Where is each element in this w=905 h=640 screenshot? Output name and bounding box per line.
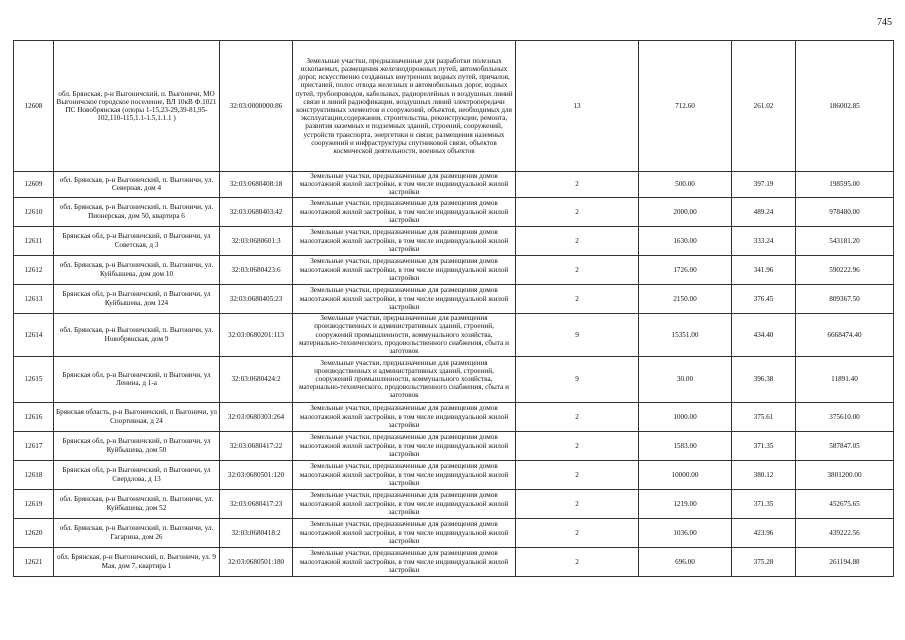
cadastral-number-cell: 32:03:0680403:42 — [220, 197, 293, 226]
category-code-cell: 2 — [516, 489, 639, 518]
cadastral-value-cell: 439222.56 — [796, 518, 894, 547]
cadastral-value-cell: 198595.00 — [796, 172, 894, 198]
cadastral-value-cell: 543181.20 — [796, 226, 894, 255]
address-cell: Брянская обл, р-н Выгоничский, п Выгоничи, ул Советская, д 3 — [54, 226, 220, 255]
row-number-cell: 12621 — [14, 547, 54, 576]
table-row — [14, 313, 894, 356]
table-row — [14, 226, 894, 255]
address-cell: обл. Брянская, р-н Выгоничский, п. Выгоничи, ул. Северная, дом 4 — [54, 172, 220, 198]
row-number-cell: 12610 — [14, 197, 54, 226]
table-body — [14, 41, 894, 577]
table-row — [14, 172, 894, 198]
cadastral-number-cell: 32:03:0680501:180 — [220, 547, 293, 576]
cadastral-value-cell: 452675.65 — [796, 489, 894, 518]
cadastral-value-cell: 978480.00 — [796, 197, 894, 226]
land-use-cell: Земельные участки, предназначенные для размещения производственных и административных зданий, строений, сооружений промышленности, коммунального хозяйства, материально-технического, продовольственного снабжения, сбыта и заготовок — [293, 356, 516, 402]
land-use-cell: Земельные участки, предназначенные для размещения домов малоэтажной жилой застройки, в том числе индивидуальной жилой застройки — [293, 402, 516, 431]
table-row — [14, 431, 894, 460]
table-row — [14, 402, 894, 431]
area-cell: 1036.00 — [639, 518, 732, 547]
category-code-cell: 9 — [516, 356, 639, 402]
specific-value-cell: 341.96 — [732, 255, 796, 284]
table-row — [14, 197, 894, 226]
specific-value-cell: 261.02 — [732, 41, 796, 172]
table-row — [14, 518, 894, 547]
cadastral-number-cell: 32:03:0680417:22 — [220, 431, 293, 460]
address-cell: Брянская обл, р-н Выгоничский, п Выгоничи, ул Свердлова, д 13 — [54, 460, 220, 489]
specific-value-cell: 434.40 — [732, 313, 796, 356]
address-cell: обл. Брянская, р-н Выгоничский, п. Выгоничи, ул. 9 Мая, дом 7, квартира 1 — [54, 547, 220, 576]
table-row — [14, 41, 894, 172]
area-cell: 696.00 — [639, 547, 732, 576]
row-number-cell: 12617 — [14, 431, 54, 460]
address-cell: Брянская обл, р-н Выгоничский, п Выгоничи, ул Куйбышева, дом 50 — [54, 431, 220, 460]
category-code-cell: 2 — [516, 460, 639, 489]
land-use-cell: Земельные участки, предназначенные для размещения домов малоэтажной жилой застройки, в том числе индивидуальной жилой застройки — [293, 226, 516, 255]
specific-value-cell: 380.12 — [732, 460, 796, 489]
area-cell: 1630.00 — [639, 226, 732, 255]
address-cell: обл. Брянская, р-н Выгоничский, п. Выгоничи, ул. Новобрянская, дом 9 — [54, 313, 220, 356]
table-row — [14, 460, 894, 489]
row-number-cell: 12613 — [14, 284, 54, 313]
area-cell: 1583.00 — [639, 431, 732, 460]
row-number-cell: 12618 — [14, 460, 54, 489]
category-code-cell: 2 — [516, 284, 639, 313]
area-cell: 1219.00 — [639, 489, 732, 518]
cadastral-value-cell: 3801200.00 — [796, 460, 894, 489]
cadastral-number-cell: 32:03:0680418:2 — [220, 518, 293, 547]
cadastral-number-cell: 32:03:0680417:23 — [220, 489, 293, 518]
cadastral-value-cell: 6668474.40 — [796, 313, 894, 356]
specific-value-cell: 396.38 — [732, 356, 796, 402]
address-cell: обл. Брянская, р-н Выгоничский, п. Выгоничи, ул. Куйбышева, дом дом 10 — [54, 255, 220, 284]
area-cell: 2150.00 — [639, 284, 732, 313]
specific-value-cell: 489.24 — [732, 197, 796, 226]
address-cell: Брянская обл, р-н Выгоничский, п Выгоничи, ул Куйбышева, дом 124 — [54, 284, 220, 313]
row-number-cell: 12616 — [14, 402, 54, 431]
row-number-cell: 12608 — [14, 41, 54, 172]
row-number-cell: 12620 — [14, 518, 54, 547]
row-number-cell: 12612 — [14, 255, 54, 284]
land-use-cell: Земельные участки, предназначенные для размещения домов малоэтажной жилой застройки, в том числе индивидуальной жилой застройки — [293, 172, 516, 198]
address-cell: обл. Брянская, р-н Выгоничский, п. Выгоничи, ул. Куйбышева, дом 52 — [54, 489, 220, 518]
page-number: 745 — [877, 17, 892, 28]
row-number-cell: 12619 — [14, 489, 54, 518]
cadastral-value-cell: 11891.40 — [796, 356, 894, 402]
land-use-cell: Земельные участки, предназначенные для размещения домов малоэтажной жилой застройки, в том числе индивидуальной жилой застройки — [293, 518, 516, 547]
specific-value-cell: 423.96 — [732, 518, 796, 547]
row-number-cell: 12609 — [14, 172, 54, 198]
category-code-cell: 2 — [516, 226, 639, 255]
cadastral-number-cell: 32:03:0680408:18 — [220, 172, 293, 198]
area-cell: 500.00 — [639, 172, 732, 198]
specific-value-cell: 375.28 — [732, 547, 796, 576]
land-use-cell: Земельные участки, предназначенные для размещения производственных и административных зданий, строений, сооружений промышленности, коммунального хозяйства, материально-технического, продовольственного снабжения, сбыта и заготовок — [293, 313, 516, 356]
cadastral-registry-table — [13, 40, 894, 577]
cadastral-value-cell: 375610.00 — [796, 402, 894, 431]
area-cell: 1000.00 — [639, 402, 732, 431]
address-cell: обл. Брянская, р-н Выгоничский, п. Выгоничи, МО Выгоничское городское поселение, ВЛ 10кВ Ф.1021 ПС Новобрянская (опоры 1-15,23-29,39-81,95-102,110-115,1.1-1.5,1.1.1 ) — [54, 41, 220, 172]
address-cell: Брянская область, р-н Выгоничский, п Выгоничи, ул Спортивная, д 24 — [54, 402, 220, 431]
cadastral-number-cell: 32:03:0680424:2 — [220, 356, 293, 402]
land-use-cell: Земельные участки, предназначенные для размещения домов малоэтажной жилой застройки, в том числе индивидуальной жилой застройки — [293, 489, 516, 518]
row-number-cell: 12615 — [14, 356, 54, 402]
table-row — [14, 489, 894, 518]
cadastral-number-cell: 32:03:0000000:86 — [220, 41, 293, 172]
category-code-cell: 2 — [516, 431, 639, 460]
table-row — [14, 547, 894, 576]
area-cell: 10000.00 — [639, 460, 732, 489]
specific-value-cell: 375.61 — [732, 402, 796, 431]
cadastral-number-cell: 32:03:0680601:3 — [220, 226, 293, 255]
table-row — [14, 356, 894, 402]
category-code-cell: 13 — [516, 41, 639, 172]
land-use-cell: Земельные участки, предназначенные для размещения домов малоэтажной жилой застройки, в том числе индивидуальной жилой застройки — [293, 460, 516, 489]
specific-value-cell: 397.19 — [732, 172, 796, 198]
land-use-cell: Земельные участки, предназначенные для разработки полезных ископаемых, размещения железнодорожных путей, автомобильных дорог, искусственно созданных внутренних водных путей, причалов, пристаней, полос отвода железных и автомобильных дорог, водных путей, трубопроводов, кабельных, радиорелейных и воздушных линий связи и линий радиофикации, воздушных линий электропередачи конструктивных элементов и сооружений, объектов, необходимых для эксплуатации,содержания, строительства, реконструкции, ремонта, развития наземных и подземных зданий, строений, сооружений, устройств транспорта, энергетики и связи; размещения наземных сооружений и инфраструктуры спутниковой связи, объектов космической деятельности, военных объектов — [293, 41, 516, 172]
land-use-cell: Земельные участки, предназначенные для размещения домов малоэтажной жилой застройки, в том числе индивидуальной жилой застройки — [293, 431, 516, 460]
area-cell: 712.60 — [639, 41, 732, 172]
cadastral-value-cell: 587847.05 — [796, 431, 894, 460]
specific-value-cell: 371.35 — [732, 431, 796, 460]
cadastral-value-cell: 186002.85 — [796, 41, 894, 172]
cadastral-value-cell: 590222.96 — [796, 255, 894, 284]
area-cell: 15351.00 — [639, 313, 732, 356]
specific-value-cell: 371.35 — [732, 489, 796, 518]
table-row — [14, 284, 894, 313]
land-use-cell: Земельные участки, предназначенные для размещения домов малоэтажной жилой застройки, в том числе индивидуальной жилой застройки — [293, 284, 516, 313]
land-use-cell: Земельные участки, предназначенные для размещения домов малоэтажной жилой застройки, в том числе индивидуальной жилой застройки — [293, 255, 516, 284]
cadastral-number-cell: 32:03:0680501:120 — [220, 460, 293, 489]
row-number-cell: 12611 — [14, 226, 54, 255]
category-code-cell: 2 — [516, 172, 639, 198]
area-cell: 1726.00 — [639, 255, 732, 284]
area-cell: 2000.00 — [639, 197, 732, 226]
category-code-cell: 2 — [516, 402, 639, 431]
address-cell: Брянская обл, р-н Выгоничский, п Выгоничи, ул Ленина, д 1-а — [54, 356, 220, 402]
specific-value-cell: 333.24 — [732, 226, 796, 255]
address-cell: обл. Брянская, р-н Выгоничский, п. Выгоничи, ул. Гагарина, дом 26 — [54, 518, 220, 547]
land-use-cell: Земельные участки, предназначенные для размещения домов малоэтажной жилой застройки, в том числе индивидуальной жилой застройки — [293, 197, 516, 226]
category-code-cell: 2 — [516, 197, 639, 226]
category-code-cell: 2 — [516, 255, 639, 284]
row-number-cell: 12614 — [14, 313, 54, 356]
land-use-cell: Земельные участки, предназначенные для размещения домов малоэтажной жилой застройки, в том числе индивидуальной жилой застройки — [293, 547, 516, 576]
cadastral-number-cell: 32:03:0680405:23 — [220, 284, 293, 313]
cadastral-value-cell: 809367.50 — [796, 284, 894, 313]
cadastral-number-cell: 32:03:0680423:6 — [220, 255, 293, 284]
category-code-cell: 2 — [516, 518, 639, 547]
cadastral-number-cell: 32:03:0680303:264 — [220, 402, 293, 431]
cadastral-value-cell: 261194.88 — [796, 547, 894, 576]
cadastral-number-cell: 32:03:0680201:113 — [220, 313, 293, 356]
address-cell: обл. Брянская, р-н Выгоничский, п. Выгоничи, ул. Пионерская, дом 50, квартира 6 — [54, 197, 220, 226]
specific-value-cell: 376.45 — [732, 284, 796, 313]
category-code-cell: 9 — [516, 313, 639, 356]
table-row — [14, 255, 894, 284]
category-code-cell: 2 — [516, 547, 639, 576]
area-cell: 30.00 — [639, 356, 732, 402]
